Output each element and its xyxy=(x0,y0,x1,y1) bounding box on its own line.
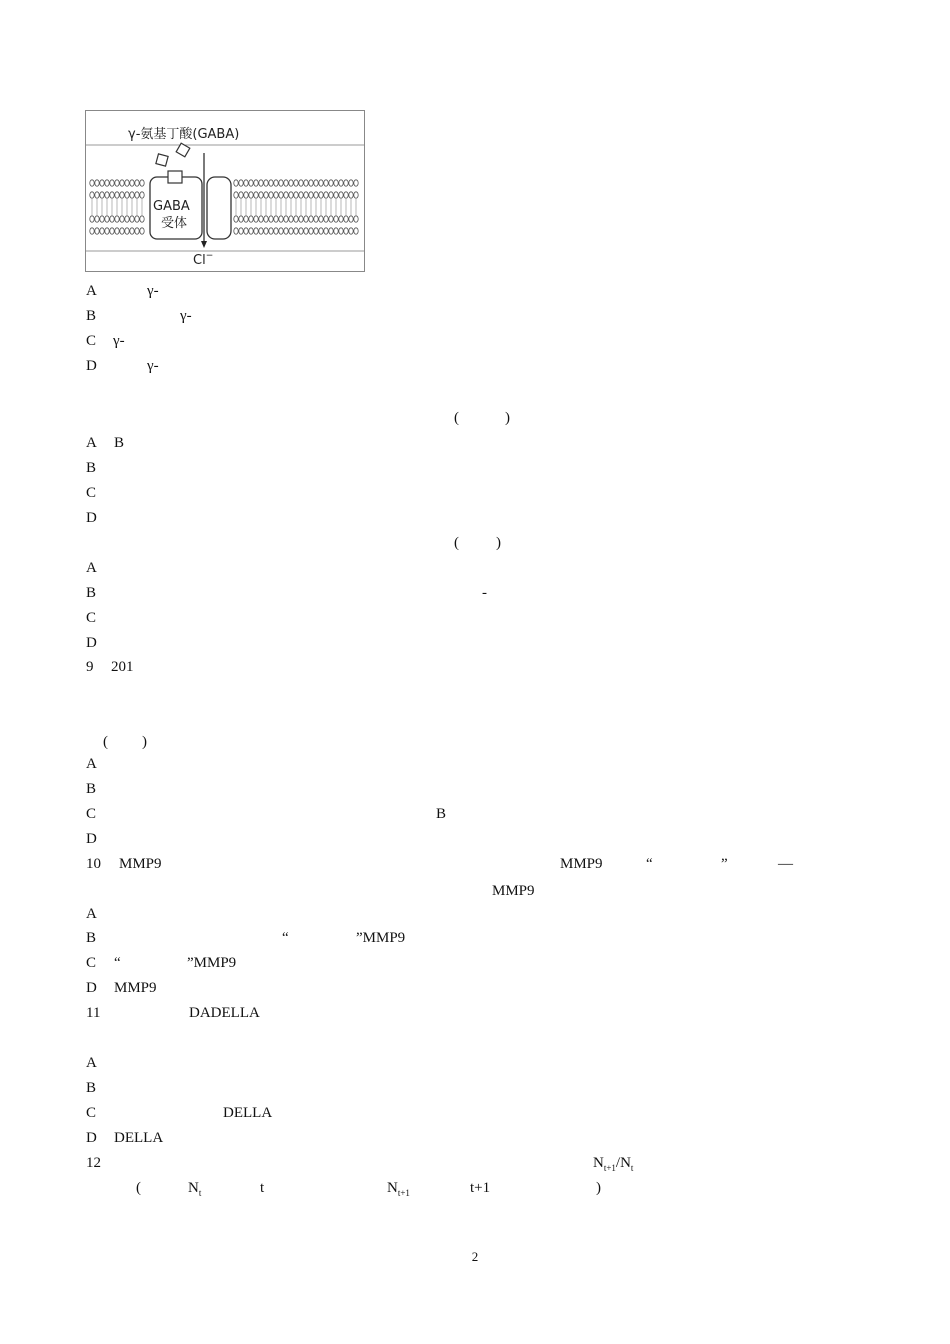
q12-paren-close: ) xyxy=(596,1180,601,1196)
page-number: 2 xyxy=(471,1249,479,1264)
gaba-bound xyxy=(168,171,182,183)
option-a-text: γ- xyxy=(147,283,159,299)
option-b-label: B xyxy=(86,308,97,324)
q10-option-c-text: ”MMP9 xyxy=(187,955,237,971)
q10-term3: MMP9 xyxy=(492,883,535,899)
q10-left-quote: “ xyxy=(646,856,653,872)
q10-dash: — xyxy=(778,856,793,872)
q10-option-d-text: MMP9 xyxy=(114,980,157,996)
q9-text: 201 xyxy=(111,659,134,675)
q10-term1: MMP9 xyxy=(119,856,162,872)
q8-option-c-label: C xyxy=(86,610,97,626)
q12-t1: t+1 xyxy=(470,1180,491,1196)
q8-option-b-text: - xyxy=(482,585,487,601)
q12-nt: $N_t$ xyxy=(188,1180,202,1198)
q10-option-b-text: ”MMP9 xyxy=(356,930,406,946)
q9-option-c-label: C xyxy=(86,806,97,822)
q8-option-d-label: D xyxy=(86,635,97,651)
q10-option-c-quote: “ xyxy=(114,955,121,971)
option-b-text: γ- xyxy=(180,308,192,324)
q7-option-d-label: D xyxy=(86,510,97,526)
q9-option-a-label: A xyxy=(86,756,97,772)
q12-paren-open: ( xyxy=(136,1180,141,1196)
q10-right-quote: ” xyxy=(721,856,728,872)
q7-option-c-label: C xyxy=(86,485,97,501)
option-d-text: γ- xyxy=(147,358,159,374)
ion-charge: − xyxy=(205,251,214,261)
q7-option-a-label: A xyxy=(86,435,97,451)
option-c-text: γ- xyxy=(113,333,125,349)
svg-text:Cl− xyxy=(193,251,213,268)
q9-number: 9 xyxy=(86,659,94,675)
channel-protein xyxy=(207,177,231,239)
q11-option-d-label: D xyxy=(86,1130,97,1146)
q9-option-d-label: D xyxy=(86,831,97,847)
option-c-label: C xyxy=(86,333,97,349)
q12-ratio: $N_{t+1}/N_t$ xyxy=(593,1155,634,1173)
q11-option-d-text: DELLA xyxy=(114,1130,164,1146)
q11-option-a-label: A xyxy=(86,1055,97,1071)
receptor-label-1: GABA xyxy=(153,199,190,214)
q9-paren-open: ( xyxy=(103,734,108,750)
gaba-receptor-figure xyxy=(85,110,365,272)
q11-option-b-label: B xyxy=(86,1080,97,1096)
option-a-label: A xyxy=(86,283,97,299)
q12-nt1: $N_{t+1}$ xyxy=(387,1180,410,1198)
q11-option-c-text: DELLA xyxy=(223,1105,273,1121)
q10-number: 10 xyxy=(86,856,101,872)
ion-label: Cl xyxy=(193,253,206,268)
q8-paren-close: ) xyxy=(496,535,501,551)
q11-option-c-label: C xyxy=(86,1105,97,1121)
q9-paren-close: ) xyxy=(142,734,147,750)
q7-paren-close: ) xyxy=(505,410,510,426)
q12-number: 12 xyxy=(86,1155,101,1171)
membrane-diagram xyxy=(86,111,364,271)
q10-option-b-quote: “ xyxy=(282,930,289,946)
q7-paren-open: ( xyxy=(454,410,459,426)
q9-option-b-label: B xyxy=(86,781,97,797)
q8-paren-open: ( xyxy=(454,535,459,551)
q7-option-b-label: B xyxy=(86,460,97,476)
q11-text: DADELLA xyxy=(189,1005,260,1021)
option-d-label: D xyxy=(86,358,97,374)
q7-option-a-text: B xyxy=(114,435,125,451)
q10-option-c-label: C xyxy=(86,955,97,971)
q8-option-b-label: B xyxy=(86,585,97,601)
q10-option-b-label: B xyxy=(86,930,97,946)
gaba-molecule-1 xyxy=(156,154,168,166)
figure-title: γ-氨基丁酸(GABA) xyxy=(128,127,240,142)
q11-number: 11 xyxy=(86,1005,101,1021)
q10-option-d-label: D xyxy=(86,980,97,996)
q8-option-a-label: A xyxy=(86,560,97,576)
q12-t: t xyxy=(260,1180,265,1196)
q10-option-a-label: A xyxy=(86,906,97,922)
q9-option-c-text: B xyxy=(436,806,447,822)
receptor-label-2: 受体 xyxy=(161,216,188,231)
q10-term2: MMP9 xyxy=(560,856,603,872)
